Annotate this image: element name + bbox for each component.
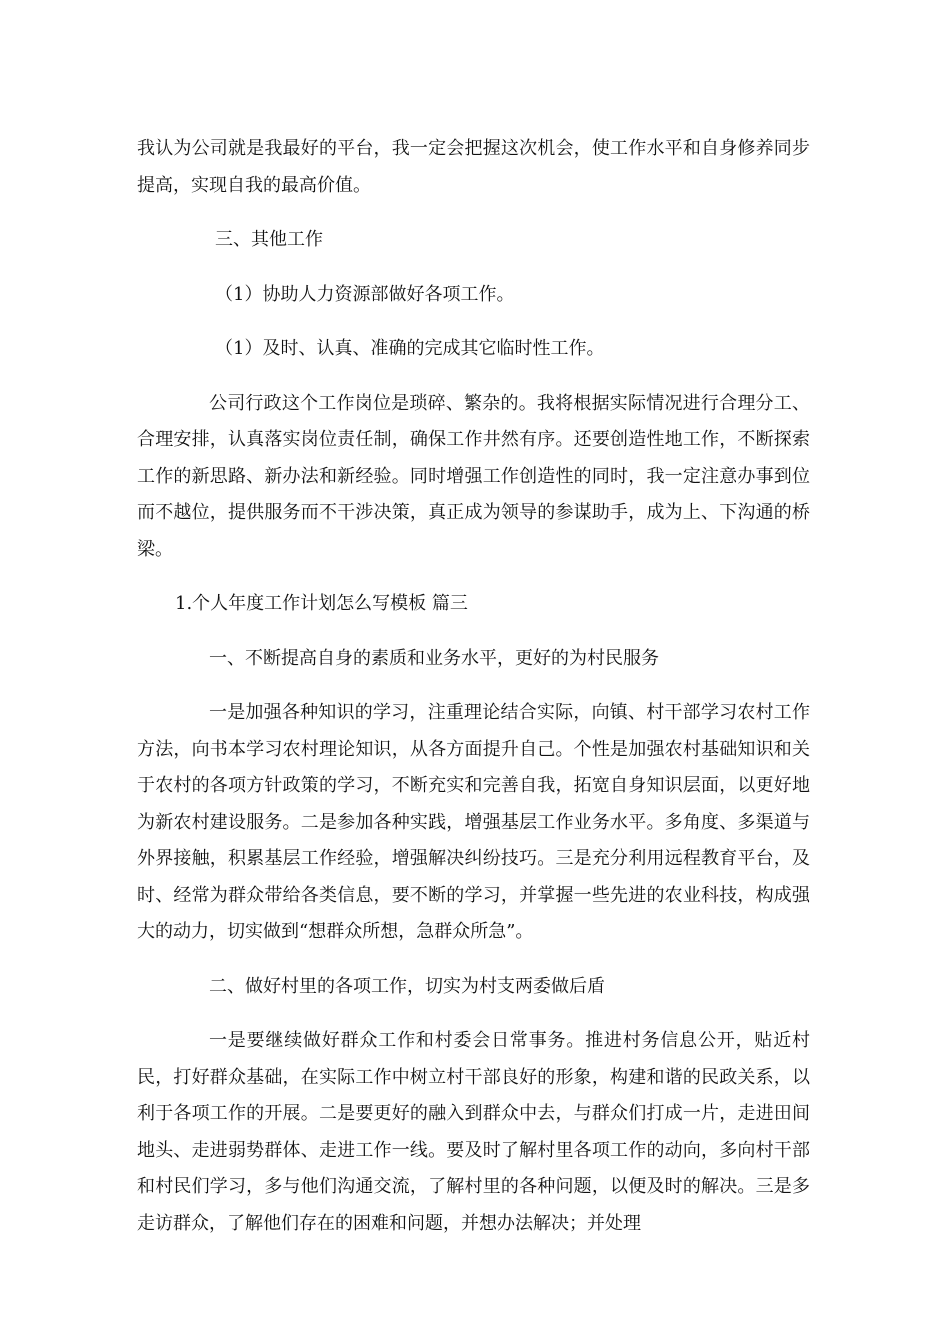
document-body <box>137 131 810 1242</box>
section-heading-village-work: 二、做好村里的各项工作，切实为村支两委做后盾 <box>209 975 605 997</box>
paragraph-learning: 一是加强各种知识的学习，注重理论结合实际，向镇、村干部学习农村工作方法，向书本学习农村理论知识，从各方面提升自己。个性是加强农村基础知识和关于农村的各项方针政策的学习，不断充实和完善自我，拓宽自身知识层面，以更好地为新农村建设服务。二是参加各种实践，增强基层工作业务水平。多角度、多渠道与外界接触，积累基层工作经验，增强解决纠纷技巧。三是充分利用远程教育平台，及时、经常为群众带给各类信息，要不断的学习，并掌握一些先进的农业科技，构成强大的动力，切实做到“想群众所想，急群众所急”。 <box>137 702 810 942</box>
article-title: 1.个人年度工作计划怎么写模板 篇三 <box>175 593 468 614</box>
section-heading-other-work: 三、其他工作 <box>215 229 323 250</box>
list-item-hr: （1）协助人力资源部做好各项工作。 <box>215 283 515 305</box>
paragraph-intro: 我认为公司就是我最好的平台，我一定会把握这次机会，使工作水平和自身修养同步提高，实现自我的最高价值。 <box>137 138 810 196</box>
list-item-temp-work: （1）及时、认真、准确的完成其它临时性工作。 <box>215 338 605 359</box>
paragraph-admin-role: 公司行政这个工作岗位是琐碎、繁杂的。我将根据实际情况进行合理分工、合理安排，认真落实岗位责任制，确保工作井然有序。还要创造性地工作，不断探索工作的新思路、新办法和新经验。同时增强工作创造性的同时，我一定注意办事到位而不越位，提供服务而不干涉决策，真正成为领导的参谋助手，成为上、下沟通的桥梁。 <box>137 392 810 560</box>
section-heading-improve-quality: 一、不断提高自身的素质和业务水平，更好的为村民服务 <box>209 647 659 669</box>
paragraph-village-affairs: 一是要继续做好群众工作和村委会日常事务。推进村务信息公开，贴近村民，打好群众基础，在实际工作中树立村干部良好的形象，构建和谐的民政关系，以利于各项工作的开展。二是要更好的融入到群众中去，与群众们打成一片，走进田间地头、走进弱势群体、走进工作一线。要及时了解村里各项工作的动向，多向村干部和村民们学习，多与他们沟通交流，了解村里的各种问题，以便及时的解决。三是多走访群众，了解他们存在的困难和问题，并想办法解决；并处理 <box>137 1030 810 1234</box>
